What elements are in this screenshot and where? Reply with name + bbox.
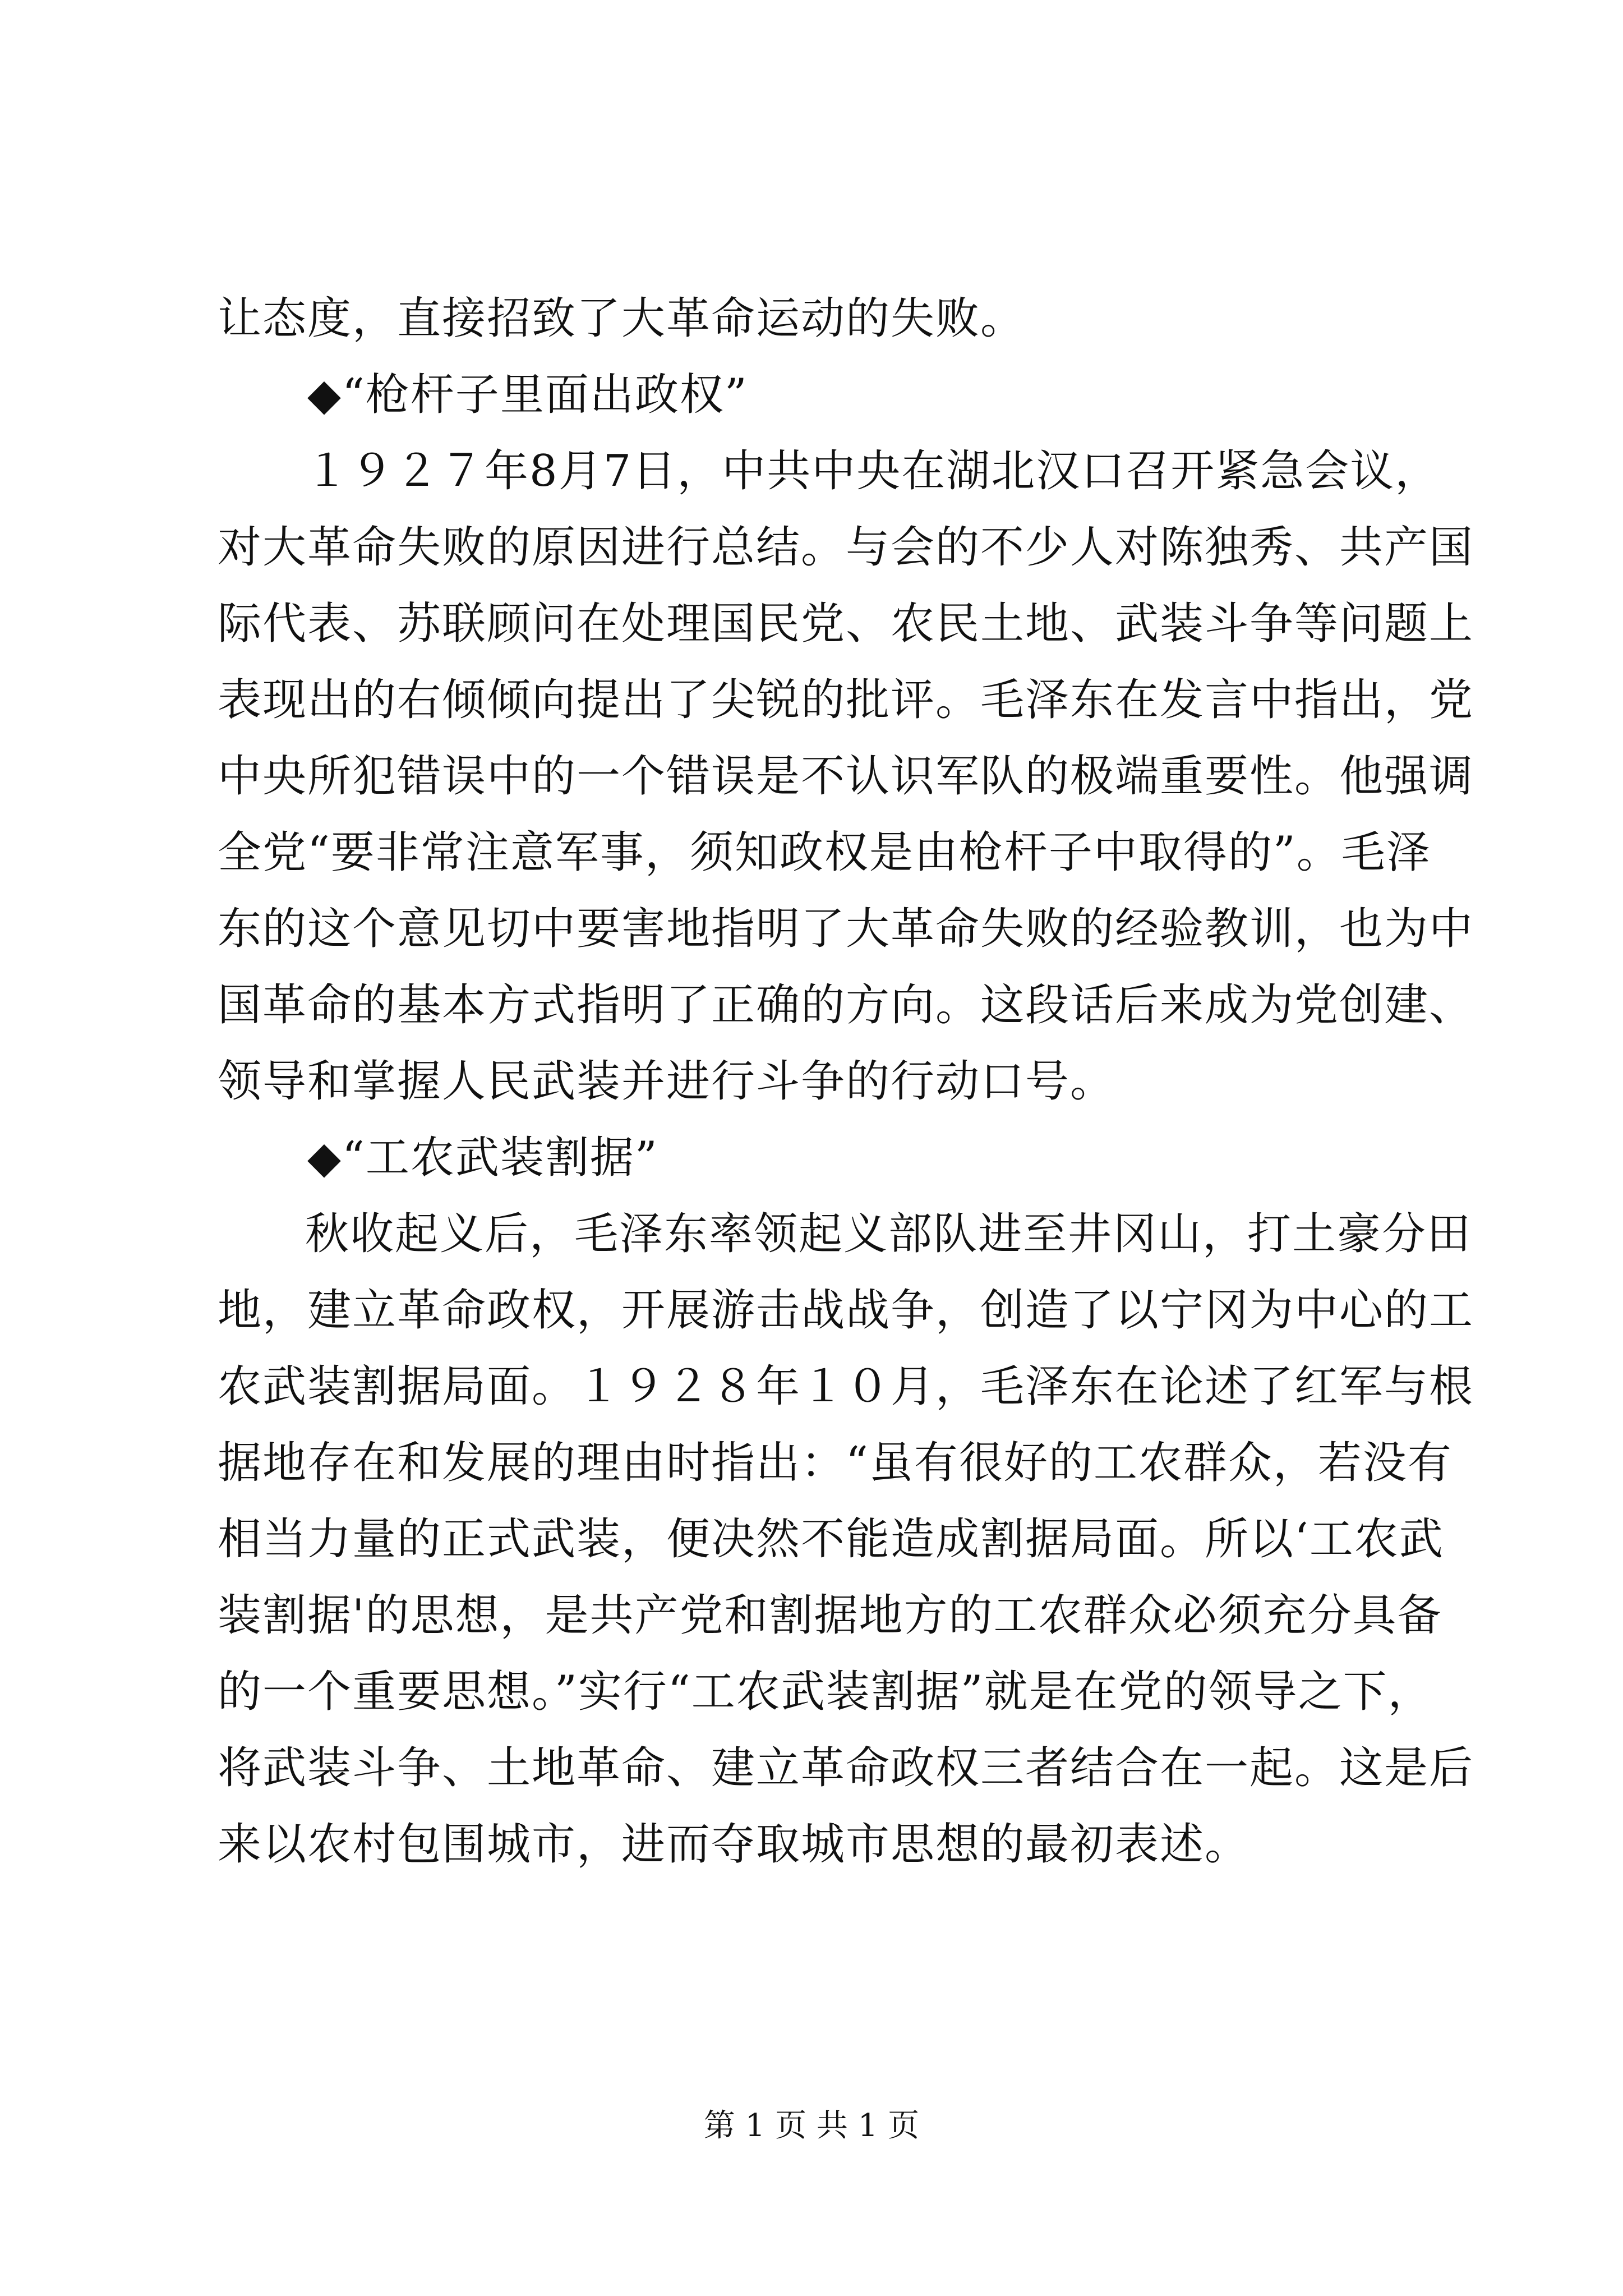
text-line: 领导和掌握人民武装并进行斗争的行动口号。 <box>218 1056 1115 1107</box>
text-line: 据地存在和发展的理由时指出：“虽有很好的工农群众，若没有 <box>218 1438 1453 1488</box>
text-line: 东的这个意见切中要害地指明了大革命失败的经验教训，也为中 <box>218 904 1474 954</box>
text-line: 将武装斗争、土地革命、建立革命政权三者结合在一起。这是后 <box>218 1743 1474 1793</box>
text-line: 装割据'的思想，是共产党和割据地方的工农群众必须充分具备 <box>218 1590 1442 1641</box>
page-number-footer: 第 1 页 共 1 页 <box>703 2108 920 2144</box>
document-body <box>218 280 1474 1883</box>
section-heading-gun-barrel: ◆“枪杆子里面出政权” <box>307 370 748 420</box>
text-line: 全党“要非常注意军事，须知政权是由枪杆子中取得的”。毛泽 <box>218 827 1431 878</box>
text-line: 来以农村包围城市，进而夺取城市思想的最初表述。 <box>218 1819 1250 1870</box>
text-line: 中央所犯错误中的一个错误是不认识军队的极端重要性。他强调 <box>218 751 1474 802</box>
text-line: 地，建立革命政权，开展游击战战争，创造了以宁冈为中心的工 <box>218 1285 1474 1336</box>
text-line: 秋收起义后，毛泽东率领起义部队进至井冈山，打土豪分田 <box>305 1209 1472 1259</box>
text-line: 让态度，直接招致了大革命运动的失败。 <box>218 293 1026 344</box>
text-line: 相当力量的正式武装，便决然不能造成割据局面。所以‘工农武 <box>218 1514 1444 1565</box>
text-line: １９２７年8月7日，中共中央在湖北汉口召开紧急会议， <box>305 446 1440 496</box>
text-line: 国革命的基本方式指明了正确的方向。这段话后来成为党创建、 <box>218 980 1474 1030</box>
text-line: 际代表、苏联顾问在处理国民党、农民土地、武装斗争等问题上 <box>218 599 1474 649</box>
text-line: 的一个重要思想。”实行“工农武装割据”就是在党的领导之下， <box>218 1667 1433 1717</box>
text-line: 对大革命失败的原因进行总结。与会的不少人对陈独秀、共产国 <box>218 522 1474 573</box>
text-line: 农武装割据局面。１９２８年１０月，毛泽东在论述了红军与根 <box>218 1361 1474 1412</box>
text-line: 表现出的右倾倾向提出了尖锐的批评。毛泽东在发言中指出，党 <box>218 675 1474 725</box>
section-heading-armed-separatism: ◆“工农武装割据” <box>307 1133 658 1183</box>
